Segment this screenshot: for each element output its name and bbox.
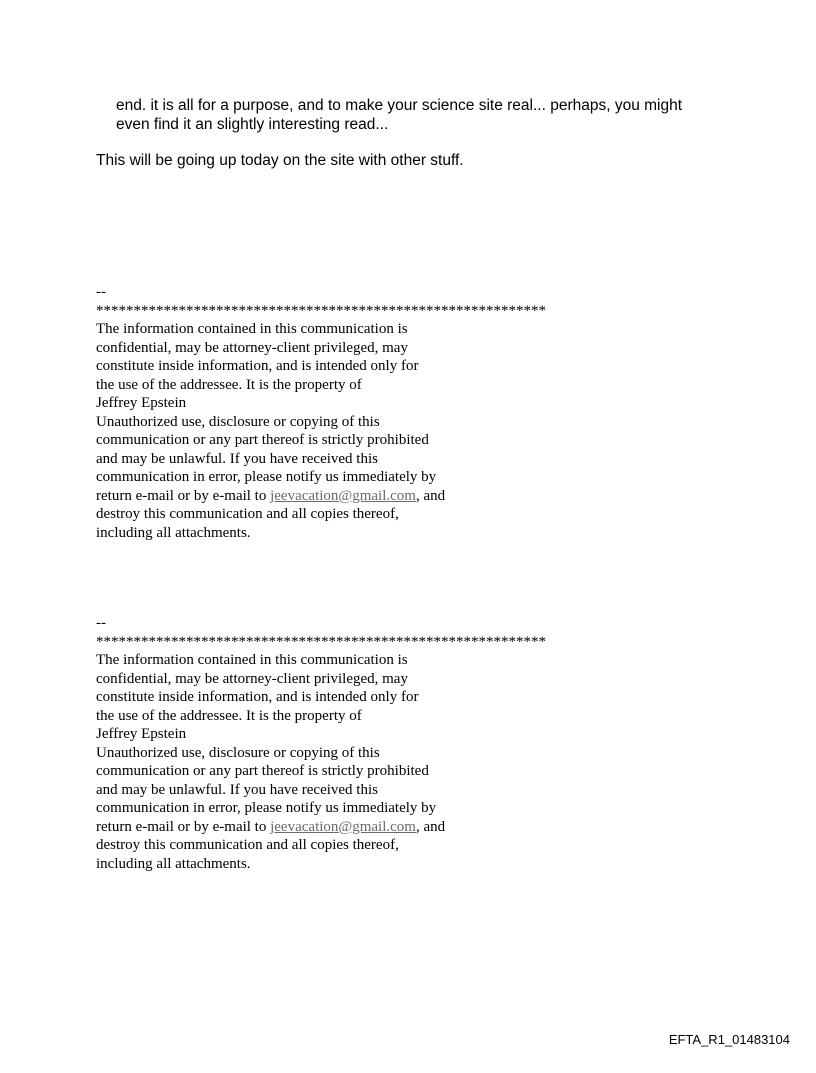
disclaimer-link-line [96,487,546,506]
disclaimer-line: the use of the addressee. It is the property of [96,707,362,724]
signature-stars: ************************************************************ [96,302,546,319]
link-suffix: , and [415,818,446,835]
disclaimer-line: Unauthorized use, disclosure or copying of this [96,744,380,761]
signature-block [96,614,546,873]
message-text: This will be going up today on the site with other stuff. [96,152,464,169]
disclaimer-line: and may be unlawful. If you have received this [96,781,378,798]
disclaimer-line: The information contained in this communication is [96,321,408,337]
link-suffix: , and [415,487,446,504]
document-id: EFTA_R1_01483104 [668,1032,790,1047]
link-prefix: return e-mail or by e-mail to [96,487,271,504]
quoted-paragraph [116,96,682,134]
disclaimer-line: confidential, may be attorney-client privileged, may [96,670,408,687]
disclaimer-line: Unauthorized use, disclosure or copying of this [96,413,380,430]
disclaimer-line: and may be unlawful. If you have received this [96,450,378,467]
email-link[interactable]: jeevacation@gmail.com [270,487,416,504]
quoted-line: end. it is all for a purpose, and to make your science site real... perhaps, you might [116,97,683,114]
disclaimer-line: constitute inside information, and is intended only for [96,358,419,374]
signature-dash: -- [96,284,106,300]
disclaimer-line: communication or any part thereof is strictly prohibited [96,763,429,779]
signature-block [96,283,546,542]
disclaimer-line: Jeffrey Epstein [96,726,187,742]
disclaimer-line: communication in error, please notify us immediately by [96,800,437,816]
disclaimer-line: including all attachments. [96,524,251,541]
quoted-line: even find it an slightly interesting read... [116,116,389,133]
signature-stars: ************************************************************ [96,633,546,650]
disclaimer-line: destroy this communication and all copies thereof, [96,506,399,522]
disclaimer-line: constitute inside information, and is intended only for [96,689,419,705]
disclaimer-line: Jeffrey Epstein [96,395,187,411]
disclaimer-line: including all attachments. [96,855,251,872]
disclaimer-line: destroy this communication and all copies thereof, [96,837,399,853]
signature-dash: -- [96,615,106,631]
link-prefix: return e-mail or by e-mail to [96,818,271,835]
disclaimer-line: The information contained in this communication is [96,652,408,668]
disclaimer-line: confidential, may be attorney-client privileged, may [96,339,408,356]
disclaimer-line: communication in error, please notify us immediately by [96,469,437,485]
disclaimer-line: communication or any part thereof is strictly prohibited [96,432,429,448]
disclaimer-link-line [96,818,546,837]
disclaimer-line: the use of the addressee. It is the property of [96,376,362,393]
email-link[interactable]: jeevacation@gmail.com [270,818,416,835]
